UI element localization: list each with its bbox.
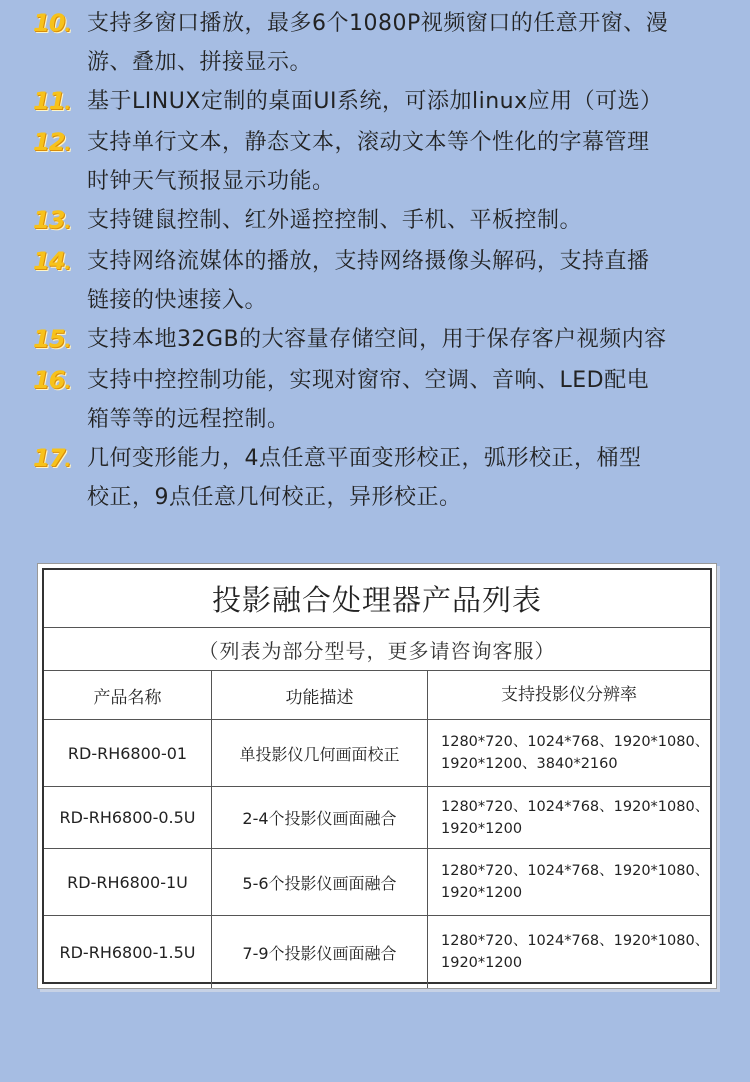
- product-name: RD-RH6800-01: [44, 720, 212, 786]
- feature-item: [33, 123, 723, 201]
- feature-text: 支持本地32GB的大容量存储空间，用于保存客户视频内容: [87, 327, 667, 352]
- feature-list: [33, 4, 723, 517]
- feature-number: 13.: [33, 206, 71, 234]
- product-resolution: 1280*720、1024*768、1920*1080、 1920*1200: [441, 798, 710, 837]
- product-function: 5-6个投影仪画面融合: [212, 849, 428, 915]
- feature-number: 11.: [33, 87, 71, 115]
- product-resolution: 1280*720、1024*768、1920*1080、 1920*1200: [441, 863, 710, 901]
- header-resolution: 支持投影仪分辨率: [501, 685, 637, 705]
- feature-text: 几何变形能力，4点任意平面变形校正，弧形校正，桶型 校正，9点任意几何校正，异形校正。: [87, 446, 642, 510]
- table-row: [44, 849, 710, 916]
- feature-text: 支持网络流媒体的播放，支持网络摄像头解码，支持直播 链接的快速接入。: [87, 249, 650, 313]
- product-table-card: [37, 563, 717, 989]
- table-row: [44, 720, 710, 787]
- table-row: [44, 787, 710, 849]
- feature-number: 16.: [33, 366, 71, 394]
- feature-text: 支持键鼠控制、红外遥控控制、手机、平板控制。: [87, 208, 583, 233]
- product-function: 单投影仪几何画面校正: [212, 720, 428, 786]
- table-header-row: [44, 671, 710, 720]
- feature-text: 基于LINUX定制的桌面UI系统，可添加linux应用（可选）: [87, 89, 663, 114]
- feature-item: [33, 320, 723, 361]
- product-name: RD-RH6800-1.5U: [44, 916, 212, 988]
- feature-item: [33, 361, 723, 439]
- feature-number: 15.: [33, 325, 71, 353]
- feature-text: 支持单行文本，静态文本，滚动文本等个性化的字幕管理 时钟天气预报显示功能。: [87, 130, 650, 194]
- product-table: [42, 568, 712, 984]
- feature-text: 支持中控控制功能，实现对窗帘、空调、音响、LED配电 箱等等的远程控制。: [87, 368, 650, 432]
- table-subtitle: （列表为部分型号，更多请咨询客服）: [44, 628, 710, 671]
- feature-number: 10.: [33, 9, 71, 37]
- header-product-name: 产品名称: [44, 671, 212, 719]
- product-resolution: 1280*720、1024*768、1920*1080、 1920*1200: [441, 933, 710, 971]
- table-title: 投影融合处理器产品列表: [44, 570, 710, 628]
- feature-item: [33, 439, 723, 517]
- feature-text: 支持多窗口播放，最多6个1080P视频窗口的任意开窗、漫 游、叠加、拼接显示。: [87, 11, 669, 75]
- product-name: RD-RH6800-0.5U: [44, 787, 212, 848]
- product-resolution: 1280*720、1024*768、1920*1080、 1920*1200、3840*2160: [441, 734, 710, 772]
- product-name: RD-RH6800-1U: [44, 849, 212, 915]
- feature-item: [33, 242, 723, 320]
- product-function: 7-9个投影仪画面融合: [212, 916, 428, 988]
- header-function: 功能描述: [212, 671, 428, 719]
- feature-item: [33, 201, 723, 242]
- product-function: 2-4个投影仪画面融合: [212, 787, 428, 848]
- feature-item: [33, 82, 723, 123]
- table-row: [44, 916, 710, 988]
- feature-item: [33, 4, 723, 82]
- feature-number: 12.: [33, 128, 71, 156]
- feature-number: 17.: [33, 444, 71, 472]
- feature-number: 14.: [33, 247, 71, 275]
